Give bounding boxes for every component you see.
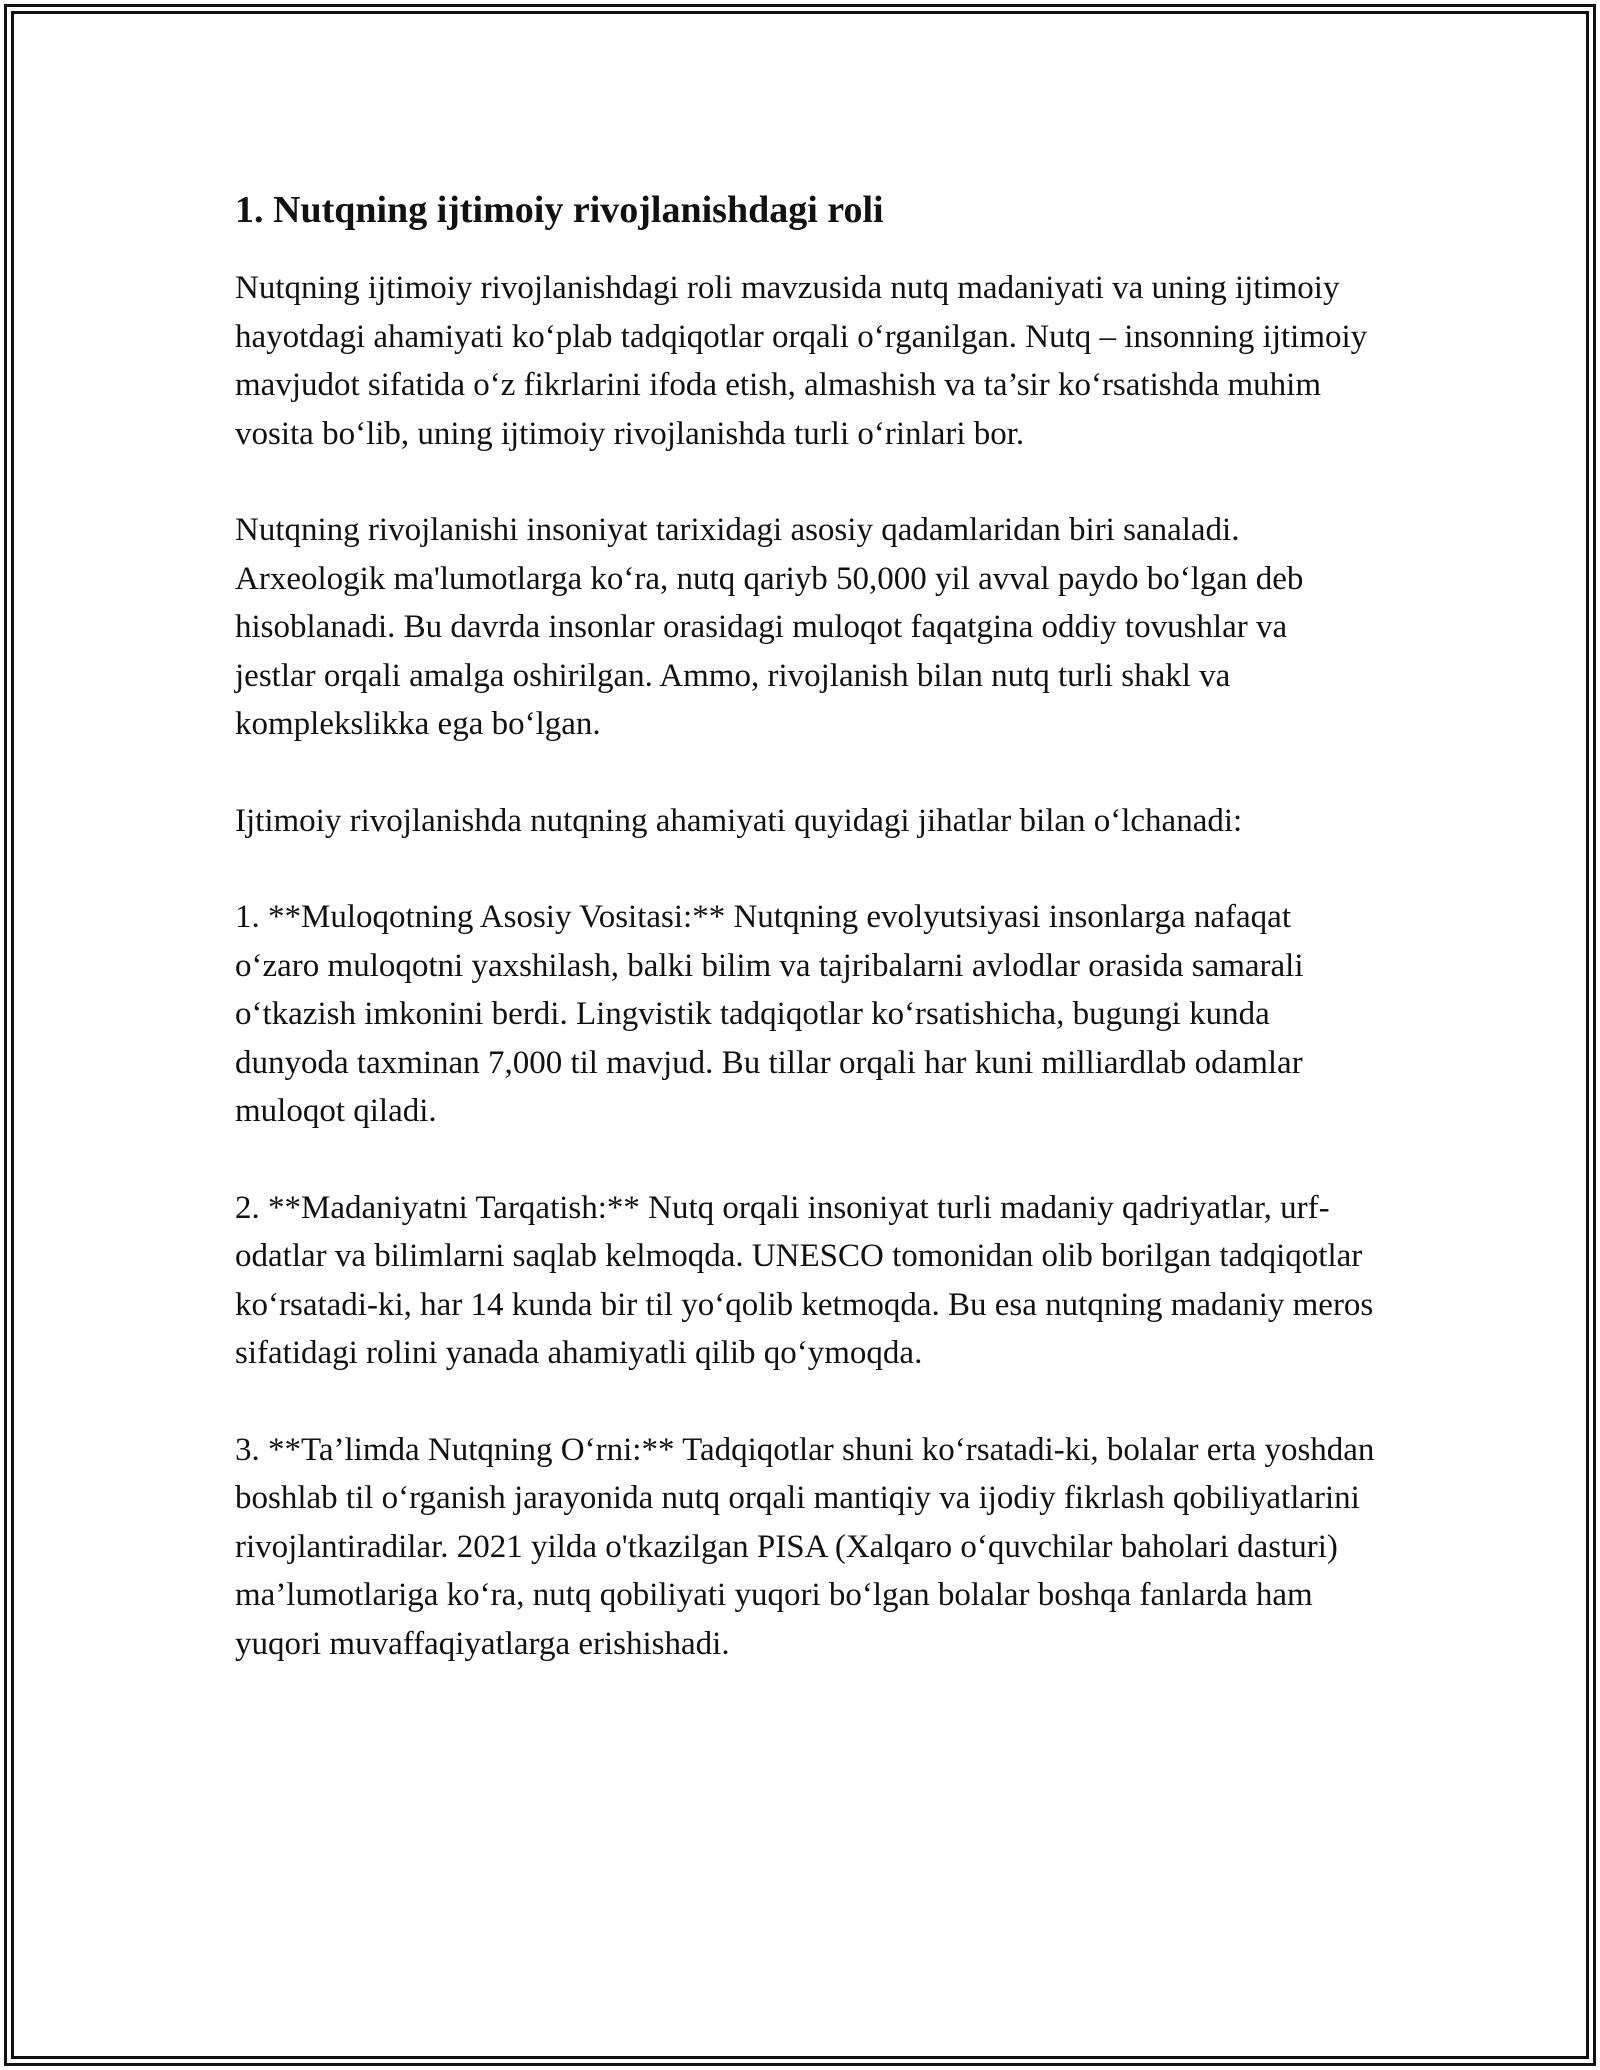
paragraph-history: Nutqning rivojlanishi insoniyat tarixidagi asosiy qadamlaridan biri sanaladi. Arxeologik ma'lumotlarga ko‘ra, nutq qariyb 50,000 yil avval paydo bo‘lgan deb hisoblanadi. Bu davrda insonlar orasidagi muloqot faqatgina oddiy tovushlar va jestlar orqali amalga oshirilgan. Ammo, rivojlanish bilan nutq turli shakl va komplekslikka ega bo‘lgan. (235, 512, 1304, 742)
list-item-culture: 2. **Madaniyatni Tarqatish:** Nutq orqali insoniyat turli madaniy qadriyatlar, urf-odatlar va bilimlarni saqlab kelmoqda. UNESCO tomonidan olib borilgan tadqiqotlar ko‘rsatadi-ki, har 14 kunda bir til yo‘qolib ketmoqda. Bu esa nutqning madaniy meros sifatidagi rolini yanada ahamiyatli qilib qo‘ymoqda. (235, 1189, 1374, 1371)
list-item-communication: 1. **Muloqotning Asosiy Vositasi:** Nutqning evolyutsiyasi insonlarga nafaqat o‘zaro muloqotni yaxshilash, balki bilim va tajribalarni avlodlar orasida samarali o‘tkazish imkonini berdi. Lingvistik tadqiqotlar ko‘rsatishicha, bugungi kunda dunyoda taxminan 7,000 til mavjud. Bu tillar orqali har kuni milliardlab odamlar muloqot qiladi. (235, 899, 1304, 1129)
list-item-education: 3. **Ta’limda Nutqning O‘rni:** Tadqiqotlar shuni ko‘rsatadi-ki, bolalar erta yoshdan boshlab til o‘rganish jarayonida nutq orqali mantiqiy va ijodiy fikrlash qobiliyatlarini rivojlantiradilar. 2021 yilda o'tkazilgan PISA (Xalqaro o‘quvchilar baholari dasturi) ma’lumotlariga ko‘ra, nutq qobiliyati yuqori bo‘lgan bolalar boshqa fanlarda ham yuqori muvaffaqiyatlarga erishishadi. (235, 1431, 1375, 1662)
paragraph-intro: Nutqning ijtimoiy rivojlanishdagi roli mavzusida nutq madaniyati va uning ijtimoiy hayotdagi ahamiyati ko‘plab tadqiqotlar orqali o‘rganilgan. Nutq – insonning ijtimoiy mavjudot sifatida o‘z fikrlarini ifoda etish, almashish va ta’sir ko‘rsatishda muhim vosita bo‘lib, uning ijtimoiy rivojlanishda turli o‘rinlari bor. (235, 270, 1368, 452)
section-heading: 1. Nutqning ijtimoiy rivojlanishdagi roli (235, 189, 884, 231)
paragraph-aspects-lead: Ijtimoiy rivojlanishda nutqning ahamiyati quyidagi jihatlar bilan o‘lchanadi: (235, 802, 1243, 839)
document-body (235, 186, 1375, 1716)
